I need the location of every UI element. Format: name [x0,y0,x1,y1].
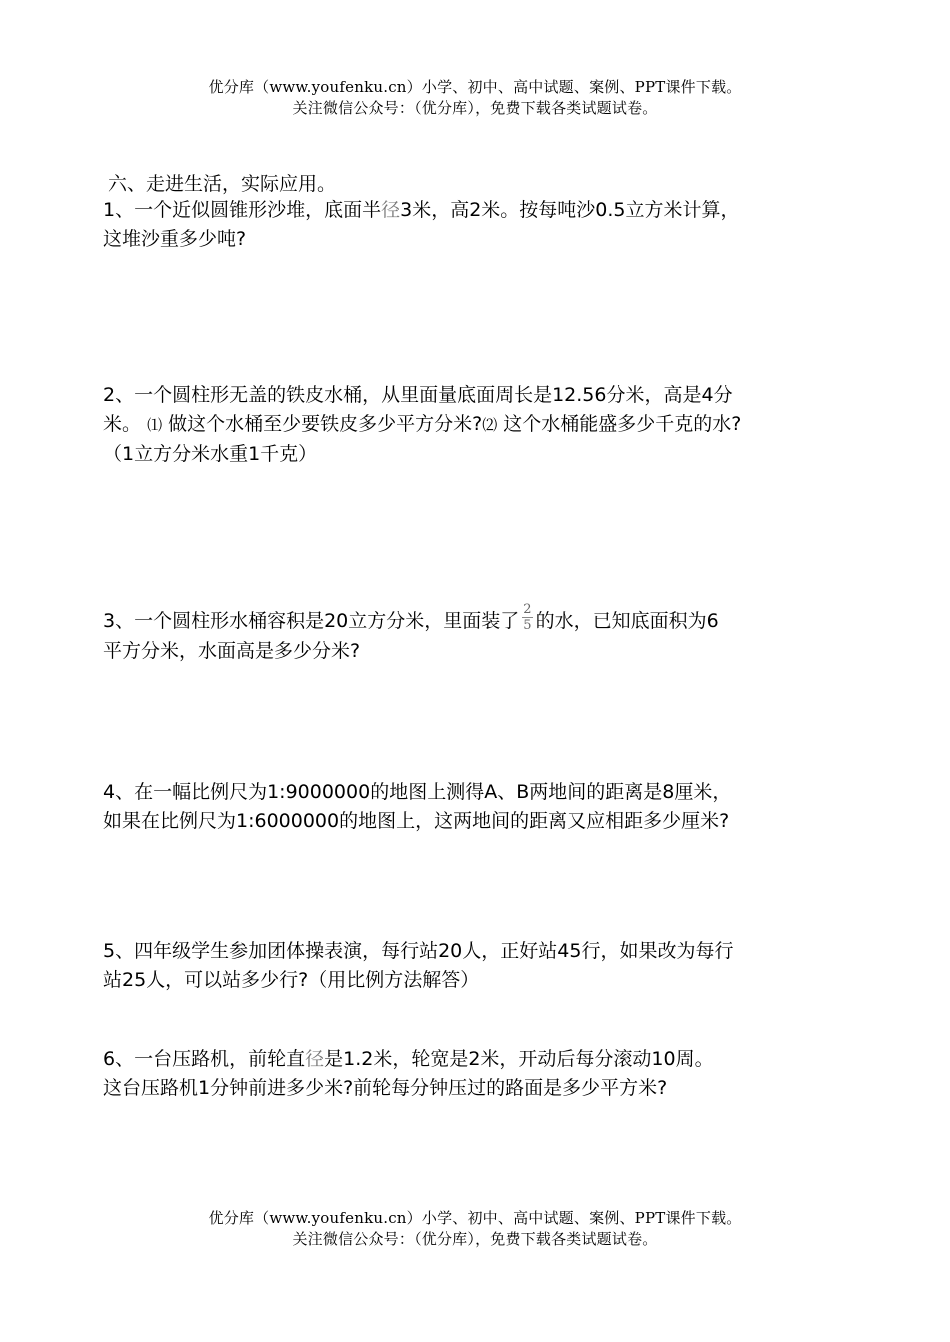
page-header [0,77,950,119]
question-2-line-2: 米。 ⑴ 做这个水桶至少要铁皮多少平方分米?⑵ 这个水桶能盛多少千克的水? [103,413,742,435]
question-3-line-1: 3、一个圆柱形水桶容积是20立方分米，里面装了 $\frac{2}{5}$ 的水，已知底面积为6 [103,602,719,633]
question-1 [103,196,873,254]
question-3 [103,602,873,666]
question-4-line-2: 如果在比例尺为1:6000000的地图上，这两地间的距离又应相距多少厘米? [103,810,730,832]
header-line-1: 优分库（www.youfenku.cn）小学、初中、高中试题、案例、PPT课件下载。 [208,78,742,96]
question-6 [103,1045,873,1103]
question-2-line-3: （1立方分米水重1千克） [103,443,318,465]
question-1-line-1: 1、一个近似圆锥形沙堆，底面半径3米，高2米。按每吨沙0.5立方米计算， [103,199,740,221]
sub-question-marker-2: ⑵ [482,416,498,434]
question-5-line-2: 站25人，可以站多少行?（用比例方法解答） [103,969,480,991]
question-4 [103,778,873,836]
fraction-numerator: 2 [523,602,532,617]
fraction-two-fifths [522,602,532,633]
section-title: 六、走进生活，实际应用。 [108,173,337,195]
question-6-line-1: 6、一台压路机，前轮直径是1.2米，轮宽是2米，开动后每分滚动10周。 [103,1048,714,1070]
question-1-line-2: 这堆沙重多少吨? [103,228,247,250]
footer-line-2: 关注微信公众号：（优分库），免费下载各类试题试卷。 [292,1230,658,1248]
question-3-line-2: 平方分米，水面高是多少分米? [103,640,361,662]
fraction-denominator: 5 [523,618,532,633]
question-6-line-2: 这台压路机1分钟前进多少米?前轮每分钟压过的路面是多少平方米? [103,1077,668,1099]
footer-line-1: 优分库（www.youfenku.cn）小学、初中、高中试题、案例、PPT课件下载。 [208,1209,742,1227]
question-4-line-1: 4、在一幅比例尺为1:9000000的地图上测得A、B两地间的距离是8厘米， [103,781,732,803]
question-5 [103,937,873,995]
header-line-2: 关注微信公众号：（优分库），免费下载各类试题试卷。 [292,99,658,117]
question-5-line-1: 5、四年级学生参加团体操表演，每行站20人，正好站45行，如果改为每行 [103,940,734,962]
sub-question-marker-1: ⑴ [147,416,163,434]
question-2 [103,381,873,469]
question-2-line-1: 2、一个圆柱形无盖的铁皮水桶，从里面量底面周长是12.56分米，高是4分 [103,384,733,406]
page-footer [0,1208,950,1250]
